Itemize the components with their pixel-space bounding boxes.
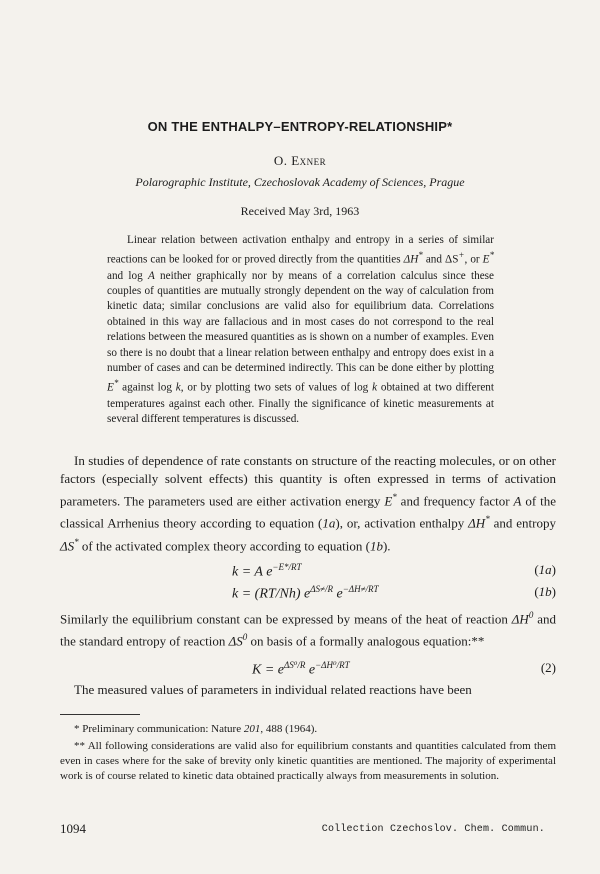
equation-1b: k = (RT/Nh) $e^{\Delta S\ne/R}$ $e^{-\Delta H\ne/RT}$ (1b) <box>232 584 556 602</box>
received-date: Received May 3rd, 1963 <box>240 204 360 218</box>
author-affiliation: Polarographic Institute, Czechoslovak Academy of Sciences, Prague <box>135 175 465 189</box>
body-paragraph-equilibrium: Similarly the equilibrium constant can be expressed by means of the heat of reaction $\Delta H^0$ and the standard entropy of reaction $\Delta S^0$ on basis of a formally analogous equation:** <box>60 610 556 649</box>
equation-number-2: 2 <box>545 660 552 675</box>
abstract: Linear relation between activation enthalpy and entropy in a series of similar reactions can be looked for or proved directly from the quantities ΔH* and ΔS+, or E* and log A neither graphically nor by means of a correlation calculus since these couples of quantities are mutually strongly dependent on the way of calculation from kinetic data; similar conclusions are valid also for equilibrium data. Correlations obtained in this way are fallacious and in most cases do not correspond to the real relations between the measured quantities as is shown on a number of examples. Even so there is no doubt that a linear relation between enthalpy and entropy does exist in a number of cases and can be determined indirectly. This can be done either by plotting E* against log k, or by plotting two sets of values of log k obtained at two different temperatures against each other. Finally the significance of kinetic measurements at several different temperatures is discussed. <box>107 234 494 425</box>
equation-number-1a: 1a <box>538 562 552 577</box>
footnote-1: * Preliminary communication: Nature 201, 488 (1964). <box>74 723 318 735</box>
paper-title: ON THE ENTHALPY–ENTROPY-RELATIONSHIP* <box>147 119 453 134</box>
equation-number-1b: 1b <box>538 584 552 599</box>
equation-2: $K = e^{\Delta S^0/R}$ $e^{-\Delta H^0/RT}$ (2) <box>252 660 556 678</box>
equation-ref-1a: 1a <box>322 515 336 531</box>
author-name: O. Exner <box>273 153 327 168</box>
footnote-2: ** All following considerations are valid also for equilibrium constants and quantities calculated from them even in cases where for the sake of brevity only kinetic quantities are mentioned. The majority of experimental work is of course related to kinetic data obtained practically always from measurements in solution. <box>60 740 556 782</box>
journal-name: Collection Czechoslov. Chem. Commun. <box>321 824 545 835</box>
equation-1a: k = A $e^{-E*/RT}$ (1a) <box>232 562 556 580</box>
body-paragraph-intro: In studies of dependence of rate constants on structure of the reacting molecules, or on other factors (especially solvent effects) this quantity is often expressed in terms of activation parameters. The parameters used are either activation energy E* and frequency factor A of the classical Arrhenius theory according to equation (1a), or, activation enthalpy ΔH* and entropy ΔS* of the activated complex theory according to equation (1b). <box>60 453 557 553</box>
body-paragraph-measured: The measured values of parameters in individual related reactions have been <box>74 682 472 697</box>
footnote-rule <box>60 714 140 715</box>
page-number: 1094 <box>60 821 86 836</box>
equation-ref-1b: 1b <box>369 537 383 553</box>
